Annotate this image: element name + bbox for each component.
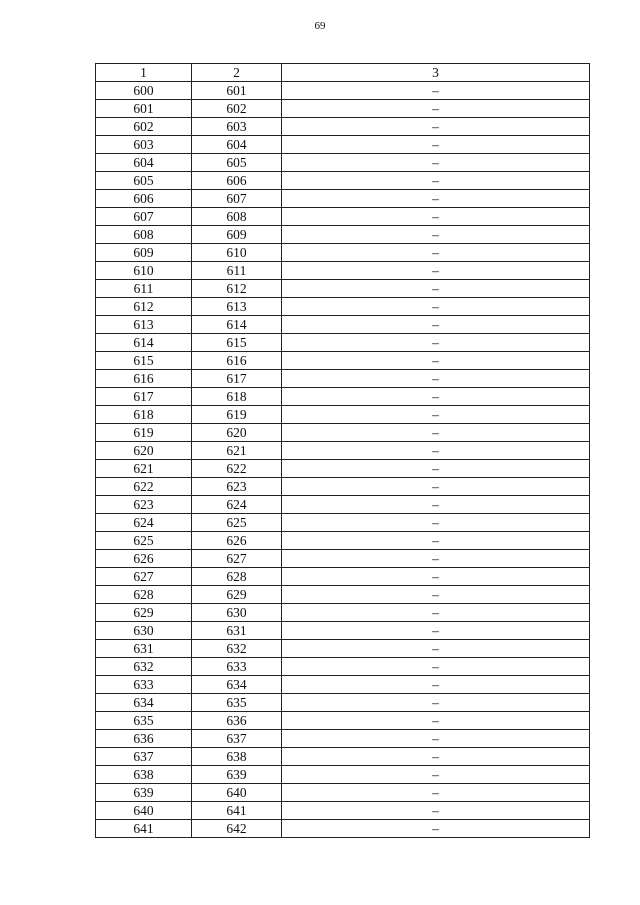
table-row (96, 586, 590, 604)
column-header-1: 1 (96, 64, 192, 82)
table-row (96, 334, 590, 352)
table-cell-col2: 630 (192, 604, 282, 622)
table-cell-col2: 635 (192, 694, 282, 712)
table-cell-col3: – (282, 658, 590, 676)
table-row (96, 424, 590, 442)
table-cell-col3: – (282, 640, 590, 658)
table-cell-col2: 638 (192, 748, 282, 766)
table-cell-col2: 608 (192, 208, 282, 226)
table-cell-col1: 634 (96, 694, 192, 712)
table-cell-col2: 621 (192, 442, 282, 460)
data-table (95, 63, 590, 838)
column-header-3: 3 (282, 64, 590, 82)
table-cell-col2: 604 (192, 136, 282, 154)
table-cell-col3: – (282, 460, 590, 478)
table-row (96, 478, 590, 496)
table-cell-col3: – (282, 802, 590, 820)
table-row (96, 352, 590, 370)
table-row (96, 640, 590, 658)
table-cell-col1: 635 (96, 712, 192, 730)
table-cell-col1: 603 (96, 136, 192, 154)
table-cell-col2: 609 (192, 226, 282, 244)
table-cell-col3: – (282, 370, 590, 388)
table-cell-col2: 615 (192, 334, 282, 352)
table-cell-col2: 617 (192, 370, 282, 388)
table-cell-col2: 613 (192, 298, 282, 316)
table-row (96, 766, 590, 784)
header-row (96, 64, 590, 82)
table-row (96, 604, 590, 622)
table-cell-col3: – (282, 316, 590, 334)
table-row (96, 298, 590, 316)
table-cell-col3: – (282, 496, 590, 514)
table-cell-col3: – (282, 604, 590, 622)
table-row (96, 208, 590, 226)
table-cell-col1: 632 (96, 658, 192, 676)
table-row (96, 694, 590, 712)
table-cell-col2: 641 (192, 802, 282, 820)
table-row (96, 82, 590, 100)
table-row (96, 802, 590, 820)
table-row (96, 712, 590, 730)
table-cell-col3: – (282, 442, 590, 460)
table-row (96, 244, 590, 262)
table-cell-col2: 614 (192, 316, 282, 334)
table-cell-col2: 616 (192, 352, 282, 370)
table-cell-col2: 625 (192, 514, 282, 532)
table-cell-col2: 618 (192, 388, 282, 406)
table-row (96, 406, 590, 424)
table-cell-col3: – (282, 334, 590, 352)
table-cell-col1: 641 (96, 820, 192, 838)
table-cell-col1: 636 (96, 730, 192, 748)
table-cell-col1: 600 (96, 82, 192, 100)
table-cell-col1: 607 (96, 208, 192, 226)
table-cell-col1: 602 (96, 118, 192, 136)
table-row (96, 262, 590, 280)
table-cell-col2: 612 (192, 280, 282, 298)
table-row (96, 370, 590, 388)
table-cell-col1: 637 (96, 748, 192, 766)
table-cell-col3: – (282, 82, 590, 100)
table-row (96, 136, 590, 154)
table-row (96, 316, 590, 334)
table-cell-col1: 606 (96, 190, 192, 208)
table-cell-col3: – (282, 172, 590, 190)
table-cell-col3: – (282, 730, 590, 748)
table-cell-col1: 621 (96, 460, 192, 478)
table-cell-col1: 638 (96, 766, 192, 784)
table-cell-col2: 640 (192, 784, 282, 802)
table-cell-col1: 610 (96, 262, 192, 280)
table-row (96, 388, 590, 406)
table-cell-col3: – (282, 100, 590, 118)
table-cell-col1: 601 (96, 100, 192, 118)
table-cell-col3: – (282, 280, 590, 298)
table-cell-col1: 622 (96, 478, 192, 496)
table-cell-col2: 628 (192, 568, 282, 586)
table-cell-col1: 639 (96, 784, 192, 802)
table-cell-col3: – (282, 676, 590, 694)
page-number: 69 (314, 20, 326, 32)
table-row (96, 550, 590, 568)
table-row (96, 154, 590, 172)
table-cell-col3: – (282, 568, 590, 586)
table-cell-col2: 605 (192, 154, 282, 172)
table-cell-col1: 618 (96, 406, 192, 424)
table-row (96, 622, 590, 640)
table-cell-col1: 631 (96, 640, 192, 658)
table-cell-col1: 620 (96, 442, 192, 460)
table-row (96, 820, 590, 838)
table-cell-col2: 637 (192, 730, 282, 748)
table-cell-col3: – (282, 820, 590, 838)
table-cell-col1: 612 (96, 298, 192, 316)
table-row (96, 172, 590, 190)
table-cell-col1: 615 (96, 352, 192, 370)
table-cell-col3: – (282, 406, 590, 424)
table-cell-col3: – (282, 154, 590, 172)
table-cell-col3: – (282, 712, 590, 730)
table-cell-col1: 630 (96, 622, 192, 640)
table-row (96, 190, 590, 208)
table-cell-col2: 642 (192, 820, 282, 838)
table-cell-col1: 608 (96, 226, 192, 244)
table-row (96, 784, 590, 802)
table-cell-col2: 627 (192, 550, 282, 568)
table-row (96, 442, 590, 460)
table-cell-col3: – (282, 118, 590, 136)
table-cell-col1: 617 (96, 388, 192, 406)
table-row (96, 118, 590, 136)
table-row (96, 748, 590, 766)
table-cell-col3: – (282, 352, 590, 370)
table-row (96, 514, 590, 532)
table-cell-col2: 636 (192, 712, 282, 730)
table-cell-col1: 626 (96, 550, 192, 568)
table-cell-col1: 604 (96, 154, 192, 172)
column-header-2: 2 (192, 64, 282, 82)
table-cell-col3: – (282, 514, 590, 532)
table-cell-col3: – (282, 136, 590, 154)
table-cell-col1: 629 (96, 604, 192, 622)
table-cell-col3: – (282, 262, 590, 280)
table-row (96, 676, 590, 694)
table-cell-col1: 623 (96, 496, 192, 514)
table-cell-col3: – (282, 586, 590, 604)
table-cell-col3: – (282, 532, 590, 550)
table-cell-col3: – (282, 622, 590, 640)
table-cell-col2: 623 (192, 478, 282, 496)
table-cell-col3: – (282, 190, 590, 208)
table-row (96, 658, 590, 676)
table-cell-col2: 622 (192, 460, 282, 478)
table-cell-col1: 640 (96, 802, 192, 820)
table-cell-col2: 624 (192, 496, 282, 514)
table-cell-col2: 619 (192, 406, 282, 424)
table-cell-col2: 606 (192, 172, 282, 190)
table-cell-col1: 614 (96, 334, 192, 352)
table-cell-col3: – (282, 694, 590, 712)
table-row (96, 532, 590, 550)
table-cell-col1: 616 (96, 370, 192, 388)
table-cell-col2: 639 (192, 766, 282, 784)
table-cell-col2: 603 (192, 118, 282, 136)
table-cell-col2: 633 (192, 658, 282, 676)
table-cell-col3: – (282, 784, 590, 802)
table-cell-col3: – (282, 748, 590, 766)
table-cell-col3: – (282, 424, 590, 442)
table-cell-col3: – (282, 208, 590, 226)
table-cell-col1: 625 (96, 532, 192, 550)
table-cell-col3: – (282, 226, 590, 244)
table-row (96, 568, 590, 586)
table-cell-col3: – (282, 766, 590, 784)
table-cell-col1: 611 (96, 280, 192, 298)
table-cell-col1: 605 (96, 172, 192, 190)
table-row (96, 226, 590, 244)
table-row (96, 496, 590, 514)
table-cell-col1: 609 (96, 244, 192, 262)
table-cell-col1: 624 (96, 514, 192, 532)
table-row (96, 280, 590, 298)
table-cell-col2: 601 (192, 82, 282, 100)
table-cell-col2: 629 (192, 586, 282, 604)
table-cell-col2: 611 (192, 262, 282, 280)
table-row (96, 460, 590, 478)
table-cell-col2: 620 (192, 424, 282, 442)
table-cell-col2: 631 (192, 622, 282, 640)
table-body (96, 82, 590, 838)
table-cell-col3: – (282, 298, 590, 316)
table-cell-col2: 610 (192, 244, 282, 262)
table-cell-col2: 634 (192, 676, 282, 694)
table-cell-col3: – (282, 244, 590, 262)
table-cell-col1: 628 (96, 586, 192, 604)
table-row (96, 730, 590, 748)
table-cell-col2: 602 (192, 100, 282, 118)
table-cell-col3: – (282, 478, 590, 496)
table-cell-col3: – (282, 388, 590, 406)
table-cell-col1: 613 (96, 316, 192, 334)
table-cell-col2: 632 (192, 640, 282, 658)
table-cell-col3: – (282, 550, 590, 568)
table-cell-col1: 633 (96, 676, 192, 694)
table-row (96, 100, 590, 118)
table-cell-col1: 627 (96, 568, 192, 586)
table-cell-col2: 626 (192, 532, 282, 550)
table-cell-col1: 619 (96, 424, 192, 442)
table-cell-col2: 607 (192, 190, 282, 208)
